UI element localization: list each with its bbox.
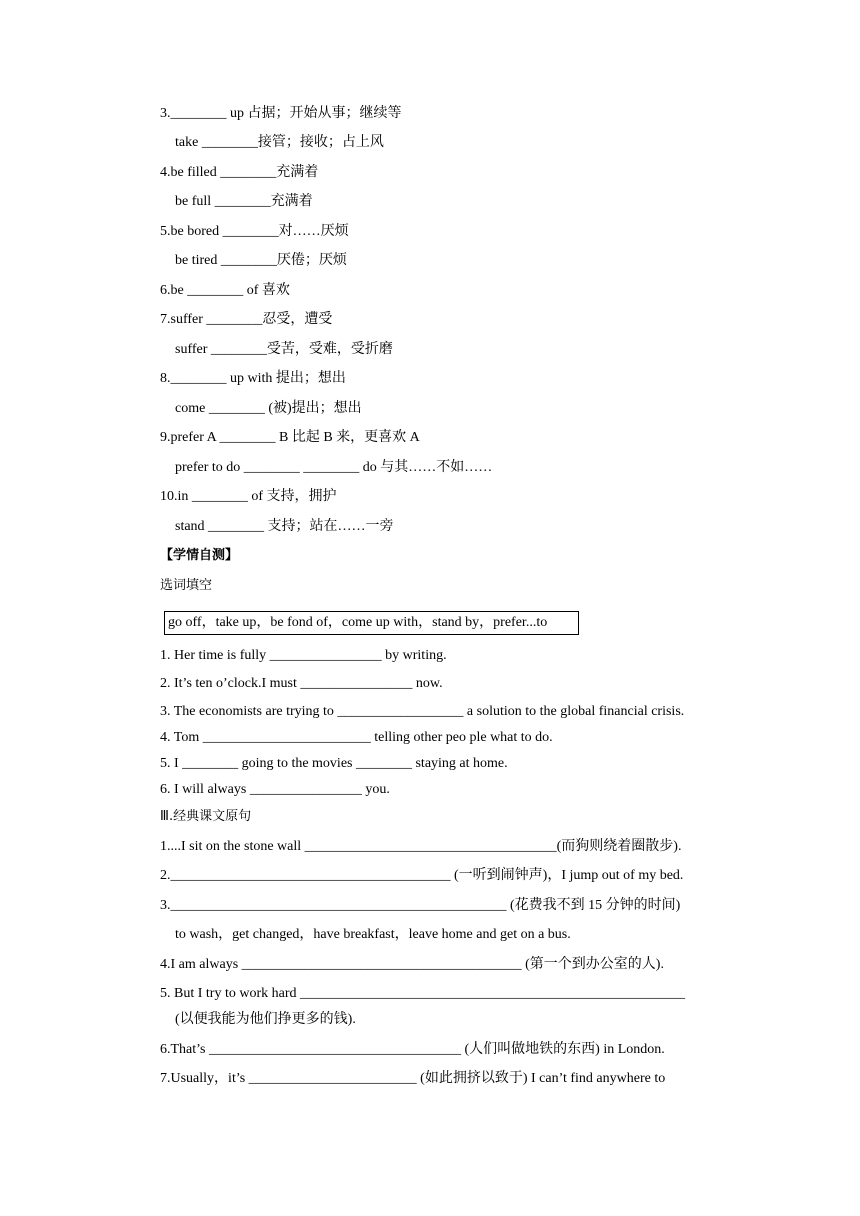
phrase-4: 4.be filled ________充满着 (160, 165, 319, 180)
sentence-6: 6.That’s ____________________________________ (人们叫做地铁的东西) in London. (160, 1042, 665, 1057)
sentence-3-continued: to wash，get changed，have breakfast，leave home and get on a bus. (175, 927, 571, 942)
self-test-item-5: 5. I ________ going to the movies ________ staying at home. (160, 756, 508, 771)
sentence-2: 2.________________________________________ (一听到闹钟声)，I jump out of my bed. (160, 868, 684, 883)
phrase-6: 6.be ________ of 喜欢 (160, 283, 290, 298)
phrase-8-sub: come ________ (被)提出；想出 (175, 401, 362, 416)
phrase-9: 9.prefer A ________ B 比起 B 来，更喜欢 A (160, 430, 420, 445)
sentence-3: 3.________________________________________________ (花费我不到 15 分钟的时间) (160, 898, 681, 913)
phrase-9-sub: prefer to do ________ ________ do 与其……不如…… (175, 460, 493, 475)
word-bank-box: go off，take up，be fond of，come up with，stand by，prefer...to (164, 611, 579, 635)
self-test-item-2: 2. It’s ten o’clock.I must ________________ now. (160, 676, 443, 691)
self-test-item-6: 6. I will always ________________ you. (160, 782, 390, 797)
sentence-1: 1....I sit on the stone wall ____________________________________(而狗则绕着圈散步). (160, 839, 682, 854)
self-test-item-3: 3. The economists are trying to __________________ a solution to the global financial crisis. (160, 704, 685, 719)
phrase-5-sub: be tired ________厌倦；厌烦 (175, 253, 347, 268)
sentence-5: 5. But I try to work hard _______________________________________________________ (160, 986, 685, 1001)
phrase-5: 5.be bored ________对……厌烦 (160, 224, 349, 239)
phrase-7: 7.suffer ________忍受，遭受 (160, 312, 333, 327)
self-test-item-1: 1. Her time is fully ________________ by writing. (160, 648, 447, 663)
phrase-4-sub: be full ________充满着 (175, 194, 313, 209)
self-test-heading: 【学情自测】 (160, 548, 239, 563)
phrase-7-sub: suffer ________受苦，受难，受折磨 (175, 342, 393, 357)
classic-sentences-heading: Ⅲ.经典课文原句 (160, 809, 252, 824)
phrase-10: 10.in ________ of 支持，拥护 (160, 489, 337, 504)
phrase-10-sub: stand ________ 支持；站在……一旁 (175, 519, 394, 534)
sentence-4: 4.I am always ________________________________________ (第一个到办公室的人). (160, 957, 664, 972)
fill-in-subheading: 选词填空 (160, 578, 213, 593)
phrase-8: 8.________ up with 提出；想出 (160, 371, 346, 386)
self-test-item-4: 4. Tom ________________________ telling other peo ple what to do. (160, 730, 553, 745)
phrase-3-sub: take ________接管；接收；占上风 (175, 135, 384, 150)
sentence-5-continued: (以便我能为他们挣更多的钱). (175, 1012, 356, 1027)
sentence-7: 7.Usually，it’s ________________________ (如此拥挤以致于) I can’t find anywhere to (160, 1071, 666, 1086)
phrase-3: 3.________ up 占据；开始从事；继续等 (160, 106, 402, 121)
